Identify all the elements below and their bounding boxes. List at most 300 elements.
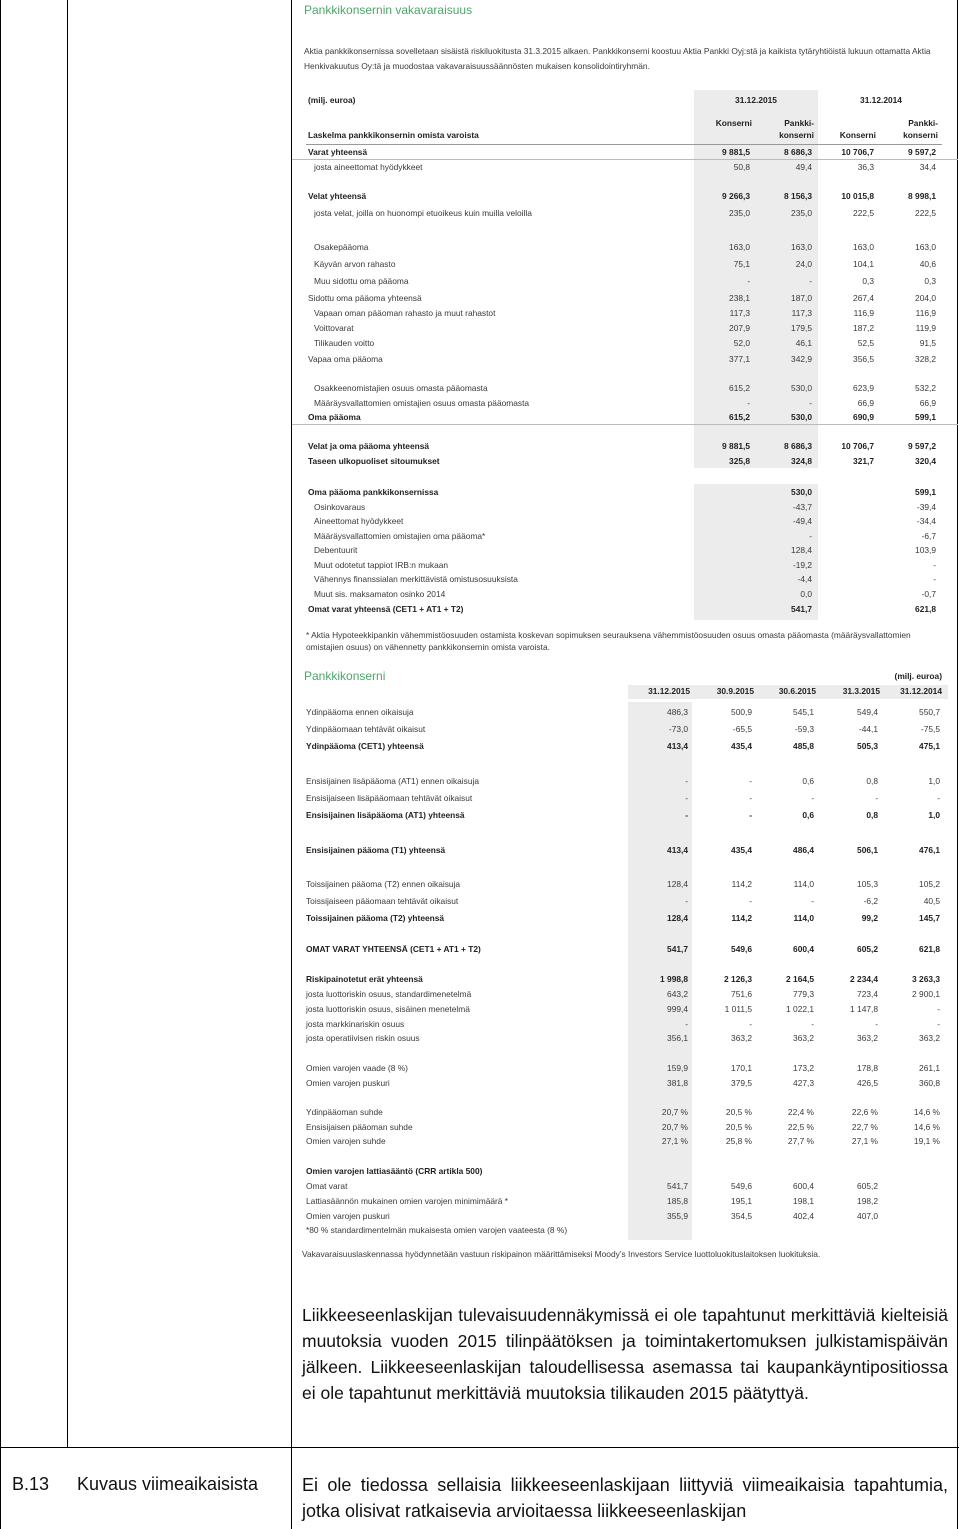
outlook-paragraph: Liikkeeseenlaskijan tulevaisuudennäkymissä ei ole tapahtunut merkittäviä kielteisiä muutoksia vuoden 2015 tilinpäätöksen ja toimintakertomuksen julkistamispäivän jälkeen. Liikkeeseenlaskijan taloudellisessa asemassa tai kaupankäyntipositiossa ei ole tapahtunut merkittäviä muutoksia tilikauden 2015 päätyttyä. <box>302 1305 948 1403</box>
row-value: -6,7 <box>921 531 936 541</box>
row-value: 541,7 <box>667 944 688 954</box>
balance-row <box>292 257 958 271</box>
row-value: 2 234,4 <box>850 974 878 984</box>
row-label: Ydinpääomaan tehtävät oikaisut <box>306 724 426 734</box>
own-funds-row <box>292 558 958 572</box>
row-value: 530,0 <box>791 383 812 393</box>
row-label: Ydinpääoman suhde <box>306 1107 383 1117</box>
row-label: Varat yhteensä <box>308 147 368 157</box>
row-value: 170,1 <box>731 1063 752 1073</box>
row-value: 27,1 % <box>851 1136 878 1146</box>
own-funds-row <box>292 500 958 514</box>
row-value: 34,4 <box>919 162 936 172</box>
row-label: Toissijainen pääoma (T2) yhteensä <box>306 913 445 923</box>
row-value: -4,4 <box>797 574 812 584</box>
row-value: 621,8 <box>919 944 940 954</box>
own-funds-row <box>292 543 958 557</box>
row-value: 10 706,7 <box>841 147 874 157</box>
row-label: Lattiasäännön mukainen omien varojen minimimäärä * <box>306 1196 509 1206</box>
footnote: * Aktia Hypoteekkipankin vähemmistöosuuden ostamista koskevan sopimuksen seurauksena vähemmistöosuuden osuus omasta pääomasta (määräysvallattomien omistajien osuus) on vähennetty pankkikonsernin omista varoista. <box>306 630 911 652</box>
row-value: 643,2 <box>667 989 688 999</box>
row-value: 0,8 <box>866 776 878 786</box>
row-label: Ensisijainen pääoma (T1) yhteensä <box>306 845 446 855</box>
row-value: - <box>875 1019 878 1029</box>
row-value: 599,1 <box>915 412 936 422</box>
column-divider-left <box>67 0 68 1448</box>
row-value: 52,5 <box>857 338 874 348</box>
row-label: Määräysvallattomien omistajien oma pääoma* <box>314 531 486 541</box>
row-value: 0,8 <box>866 810 878 820</box>
row-value: 91,5 <box>919 338 936 348</box>
row-value: 163,0 <box>915 242 936 252</box>
row-value: 475,1 <box>919 741 940 751</box>
row-value: 363,2 <box>731 1033 752 1043</box>
section2-row <box>292 1134 958 1148</box>
row-value: - <box>685 1019 688 1029</box>
row-value: 605,2 <box>857 944 878 954</box>
row-value: 14,6 % <box>913 1122 940 1132</box>
row-value: 413,4 <box>667 845 688 855</box>
row-value: 9 597,2 <box>908 441 936 451</box>
row-value: - <box>809 276 812 286</box>
row-value: -39,4 <box>916 502 936 512</box>
section2-row <box>292 1179 958 1193</box>
row-value: 27,7 % <box>787 1136 814 1146</box>
row-value: 3 263,3 <box>912 974 940 984</box>
row-value: 119,9 <box>915 323 936 333</box>
row-label: josta aineettomat hyödykkeet <box>314 162 423 172</box>
row-value: - <box>749 1019 752 1029</box>
figure-title: Pankkikonsernin vakavaraisuus <box>304 3 473 17</box>
row-value: - <box>811 896 814 906</box>
row-value: 8 998,1 <box>908 191 936 201</box>
balance-row <box>292 454 958 468</box>
row-label: Omien varojen suhde <box>306 1136 386 1146</box>
row-value: -6,2 <box>863 896 878 906</box>
row-value: 195,1 <box>731 1196 752 1206</box>
row-value: 66,9 <box>919 398 936 408</box>
section2-row <box>292 1209 958 1223</box>
row-value: -65,5 <box>732 724 752 734</box>
row-value: 207,9 <box>729 323 750 333</box>
section2-row <box>292 791 958 805</box>
row-value: 600,4 <box>793 944 814 954</box>
section2-row <box>292 911 958 925</box>
row-label: Omien varojen lattiasääntö (CRR artikla 500) <box>306 1166 483 1176</box>
row-value: 1,0 <box>928 810 940 820</box>
row-value: 46,1 <box>795 338 812 348</box>
row-label: Tilikauden voitto <box>314 338 375 348</box>
row-label: Vähennys finanssialan merkittävistä omistusosuuksista <box>314 574 518 584</box>
table-title: Laskelma pankkikonsernin omista varoista <box>308 130 479 140</box>
row-value: 8 686,3 <box>784 441 812 451</box>
row-value: 1 998,8 <box>660 974 688 984</box>
row-value: 159,9 <box>667 1063 688 1073</box>
row-value: 8 686,3 <box>784 147 812 157</box>
row-label: Vapaan oman pääoman rahasto ja muut rahastot <box>314 308 496 318</box>
row-label: Omien varojen puskuri <box>306 1211 390 1221</box>
header-pankki-2a: Pankki- <box>908 118 938 128</box>
row-value: 435,4 <box>731 845 752 855</box>
header-date-2014: 31.12.2014 <box>860 95 902 105</box>
row-value: - <box>685 793 688 803</box>
row-label: Vapaa oma pääoma <box>308 354 383 364</box>
section2-row <box>292 942 958 956</box>
row-value: 530,0 <box>791 412 812 422</box>
row-value: 505,3 <box>857 741 878 751</box>
row-value: 238,1 <box>729 293 750 303</box>
row-value: 114,0 <box>793 879 814 889</box>
row-value: - <box>749 776 752 786</box>
row-value: 623,9 <box>853 383 874 393</box>
row-value: 22,5 % <box>787 1122 814 1132</box>
row-value: 615,2 <box>729 383 750 393</box>
section2-row <box>292 987 958 1001</box>
row-label: Voittovarat <box>314 323 354 333</box>
balance-row <box>292 240 958 254</box>
row-value: 267,4 <box>853 293 874 303</box>
row-value: - <box>685 810 688 820</box>
row-value: 114,2 <box>731 879 752 889</box>
row-value: -0,7 <box>921 589 936 599</box>
row-value: 20,7 % <box>661 1122 688 1132</box>
balance-row <box>292 160 958 174</box>
row-label: Oma pääoma <box>308 412 361 422</box>
section2-date-header: 31.3.2015 <box>842 686 880 696</box>
row-value: - <box>811 793 814 803</box>
row-value: 22,6 % <box>851 1107 878 1117</box>
balance-row <box>292 396 958 410</box>
row-value: 163,0 <box>853 242 874 252</box>
row-value: 114,2 <box>731 913 752 923</box>
section2-row <box>292 1223 958 1237</box>
row-value: 328,2 <box>915 354 936 364</box>
row-value: 2 900,1 <box>912 989 940 999</box>
row-value: 354,5 <box>731 1211 752 1221</box>
row-value: 14,6 % <box>913 1107 940 1117</box>
row-value: 36,3 <box>857 162 874 172</box>
section2-row <box>292 1076 958 1090</box>
row-value: -75,5 <box>920 724 940 734</box>
row-value: - <box>685 776 688 786</box>
row-value: - <box>937 1004 940 1014</box>
balance-row <box>292 336 958 350</box>
row-value: 530,0 <box>791 487 812 497</box>
row-value: 485,8 <box>793 741 814 751</box>
row-label: Ensisijaisen pääoman suhde <box>306 1122 413 1132</box>
row-value: 66,9 <box>857 398 874 408</box>
row-value: 549,4 <box>857 707 878 717</box>
row-value: 0,6 <box>802 810 814 820</box>
row-value: - <box>811 1019 814 1029</box>
row-value: - <box>685 896 688 906</box>
row-value: - <box>937 793 940 803</box>
row-label: Velat ja oma pääoma yhteensä <box>308 441 430 451</box>
row-value: 25,8 % <box>725 1136 752 1146</box>
balance-row <box>292 274 958 288</box>
row-value: 235,0 <box>791 208 812 218</box>
row-label: Ydinpääoma (CET1) yhteensä <box>306 741 424 751</box>
balance-row <box>292 381 958 395</box>
row-value: 541,7 <box>791 604 812 614</box>
row-value: - <box>747 398 750 408</box>
row-value: 413,4 <box>667 741 688 751</box>
row-value: 321,7 <box>853 456 874 466</box>
row-value: 615,2 <box>729 412 750 422</box>
row-value: 342,9 <box>791 354 812 364</box>
row-value: 2 126,3 <box>724 974 752 984</box>
row-label: josta velat, joilla on huonompi etuoikeus kuin muilla veloilla <box>314 208 532 218</box>
section2-date-header: 31.12.2015 <box>648 686 690 696</box>
row-value: 0,6 <box>802 776 814 786</box>
row-value: -43,7 <box>792 502 812 512</box>
row-value: 541,7 <box>667 1181 688 1191</box>
row-value: 320,4 <box>915 456 936 466</box>
header-pankki-1a: Pankki- <box>784 118 814 128</box>
section2-row <box>292 877 958 891</box>
row-value: 621,8 <box>915 604 936 614</box>
section2-row <box>292 1031 958 1045</box>
row-value: 356,5 <box>853 354 874 364</box>
row-value: 605,2 <box>857 1181 878 1191</box>
row-value: 22,7 % <box>851 1122 878 1132</box>
row-value: 116,9 <box>915 308 936 318</box>
row-value: 52,0 <box>733 338 750 348</box>
row-value: 550,7 <box>919 707 940 717</box>
row-value: -59,3 <box>794 724 814 734</box>
row-value: 506,1 <box>857 845 878 855</box>
row-value: - <box>937 1019 940 1029</box>
row-value: 751,6 <box>731 989 752 999</box>
row-value: 427,3 <box>793 1078 814 1088</box>
row-value: - <box>875 793 878 803</box>
row-value: -44,1 <box>858 724 878 734</box>
row-label: Debentuurit <box>314 545 358 555</box>
row-value: 222,5 <box>915 208 936 218</box>
row-value: 779,3 <box>793 989 814 999</box>
own-funds-row <box>292 485 958 499</box>
row-value: - <box>933 560 936 570</box>
row-value: 360,8 <box>919 1078 940 1088</box>
row-value: -49,4 <box>792 516 812 526</box>
row-label: Oma pääoma pankkikonsernissa <box>308 487 439 497</box>
header-pankki-2b: konserni <box>903 130 938 140</box>
balance-row <box>292 321 958 335</box>
row-value: 27,1 % <box>661 1136 688 1146</box>
row-label: Osinkovaraus <box>314 502 366 512</box>
row-value: 325,8 <box>729 456 750 466</box>
header-pankki-1b: konserni <box>779 130 814 140</box>
row-label: Ensisijainen lisäpääoma (AT1) yhteensä <box>306 810 465 820</box>
balance-row <box>292 306 958 320</box>
section2-row <box>292 1017 958 1031</box>
row-value: 128,4 <box>667 913 688 923</box>
row-value: 185,8 <box>667 1196 688 1206</box>
row-value: 999,4 <box>667 1004 688 1014</box>
row-value: 20,7 % <box>661 1107 688 1117</box>
row-value: 486,3 <box>667 707 688 717</box>
row-label: Omien varojen vaade (8 %) <box>306 1063 408 1073</box>
row-value: 75,1 <box>733 259 750 269</box>
row-value: 114,0 <box>793 913 814 923</box>
row-value: 1 022,1 <box>786 1004 814 1014</box>
unit-label: (milj. euroa) <box>308 95 356 105</box>
section2-row <box>292 1120 958 1134</box>
row-value: -19,2 <box>792 560 812 570</box>
row-value: - <box>749 793 752 803</box>
row-label: Omien varojen puskuri <box>306 1078 390 1088</box>
balance-row <box>292 439 958 453</box>
row-label: josta markkinariskin osuus <box>306 1019 405 1029</box>
row-value: 198,1 <box>793 1196 814 1206</box>
row-value: 435,4 <box>731 741 752 751</box>
row-value: 22,4 % <box>787 1107 814 1117</box>
row-value: - <box>809 531 812 541</box>
row-value: 0,3 <box>924 276 936 286</box>
section2-date-header: 30.9.2015 <box>716 686 754 696</box>
own-funds-row <box>292 529 958 543</box>
row-value: 1,0 <box>928 776 940 786</box>
row-value: 178,8 <box>857 1063 878 1073</box>
header-konserni-2: Konserni <box>839 130 876 140</box>
row-value: 1 011,5 <box>724 1004 752 1014</box>
balance-row <box>292 189 958 203</box>
row-value: 1 147,8 <box>850 1004 878 1014</box>
row-value: 104,1 <box>853 259 874 269</box>
header-date-2015: 31.12.2015 <box>735 95 777 105</box>
row-value: 0,0 <box>800 589 812 599</box>
row-value: - <box>749 810 752 820</box>
balance-row <box>292 352 958 366</box>
row-value: 20,5 % <box>725 1107 752 1117</box>
section2-row <box>292 1061 958 1075</box>
section2-date-header: 31.12.2014 <box>900 686 942 696</box>
section2-unit: (milj. euroa) <box>894 671 942 681</box>
row-value: 486,4 <box>793 845 814 855</box>
row-value: 179,5 <box>791 323 812 333</box>
row-value: 19,1 % <box>913 1136 940 1146</box>
section2-row <box>292 722 958 736</box>
row-value: 24,0 <box>795 259 812 269</box>
row-value: 163,0 <box>791 242 812 252</box>
row-value: 103,9 <box>915 545 936 555</box>
row-value: 173,2 <box>793 1063 814 1073</box>
bottom-note: Vakavaraisuuslaskennassa hyödynnetään vastuun riskipainon määrittämiseksi Moody’s Investors Service luottoluokituslaitoksen luokituksia. <box>302 1249 821 1259</box>
row-label: Toissijainen pääoma (T2) ennen oikaisuja <box>306 879 461 889</box>
row-value: 222,5 <box>853 208 874 218</box>
row-value: 545,1 <box>793 707 814 717</box>
row-value: 40,5 <box>923 896 940 906</box>
section2-row <box>292 705 958 719</box>
row-label: Käyvän arvon rahasto <box>314 259 396 269</box>
row-value: -34,4 <box>916 516 936 526</box>
row-value: 117,3 <box>729 308 750 318</box>
section2-row <box>292 972 958 986</box>
row-value: 549,6 <box>731 944 752 954</box>
balance-row <box>292 145 958 160</box>
row-value: - <box>933 574 936 584</box>
row-label: Osakepääoma <box>314 242 369 252</box>
row-value: 99,2 <box>861 913 878 923</box>
balance-row <box>292 291 958 305</box>
section2-row <box>292 1194 958 1208</box>
b13-text: Ei ole tiedossa sellaisia liikkeeseenlaskijaan liittyviä viimeaikaisia tapahtumia, jotka olisivat ratkaisevia arvioitaessa liikkeeseenlaskijan <box>302 1475 948 1521</box>
section2-date-header: 30.6.2015 <box>778 686 816 696</box>
row-value: 163,0 <box>729 242 750 252</box>
own-funds-row <box>292 602 958 616</box>
row-value: 549,6 <box>731 1181 752 1191</box>
row-value: 105,3 <box>857 879 878 889</box>
row-value: -73,0 <box>668 724 688 734</box>
row-value: 128,4 <box>791 545 812 555</box>
row-value: 324,8 <box>791 456 812 466</box>
row-label: Omat varat <box>306 1181 348 1191</box>
row-value: 117,3 <box>791 308 812 318</box>
row-label: josta operatiivisen riskin osuus <box>306 1033 420 1043</box>
row-value: - <box>747 276 750 286</box>
section2-row <box>292 1105 958 1119</box>
row-value: 187,0 <box>791 293 812 303</box>
b13-heading: Kuvaus viimeaikaisista <box>77 1474 259 1494</box>
section2-title: Pankkikonserni <box>304 669 386 683</box>
row-value: 690,9 <box>853 412 874 422</box>
own-funds-row <box>292 572 958 586</box>
row-label: Ensisijainen lisäpääoma (AT1) ennen oikaisuja <box>306 776 480 786</box>
header-konserni-1: Konserni <box>715 118 752 128</box>
row-value: 105,2 <box>919 879 940 889</box>
row-value: 363,2 <box>919 1033 940 1043</box>
row-value: 0,3 <box>862 276 874 286</box>
row-label: Ensisijaiseen lisäpääomaan tehtävät oikaisut <box>306 793 473 803</box>
row-value: 10 706,7 <box>841 441 874 451</box>
row-value: 8 156,3 <box>784 191 812 201</box>
row-value: 9 881,5 <box>722 441 750 451</box>
row-value: 363,2 <box>793 1033 814 1043</box>
row-value: 599,1 <box>915 487 936 497</box>
row-label: OMAT VARAT YHTEENSÄ (CET1 + AT1 + T2) <box>306 944 481 954</box>
row-value: 600,4 <box>793 1181 814 1191</box>
row-label: Osakkeenomistajien osuus omasta pääomasta <box>314 383 488 393</box>
row-label: Riskipainotetut erät yhteensä <box>306 974 423 984</box>
row-label: Muut sis. maksamaton osinko 2014 <box>314 589 446 599</box>
section2-row <box>292 808 958 822</box>
row-label: Omat varat yhteensä (CET1 + AT1 + T2) <box>308 604 464 614</box>
row-value: 500,9 <box>731 707 752 717</box>
row-value: 261,1 <box>919 1063 940 1073</box>
row-value: 10 015,8 <box>841 191 874 201</box>
b13-number: B.13 <box>12 1474 50 1494</box>
row-value: 116,9 <box>853 308 874 318</box>
row-label: josta luottoriskin osuus, sisäinen menetelmä <box>306 1004 470 1014</box>
row-value: 355,9 <box>667 1211 688 1221</box>
row-value: 426,5 <box>857 1078 878 1088</box>
figure-intro: Aktia pankkikonsernissa sovelletaan sisäistä riskiluokitusta 31.3.2015 alkaen. Pankkikonserni koostuu Aktia Pankki Oyj:stä ja kaikista tytäryhtiöistä lukuun ottamatta Aktia Henkivakuutus Oy:tä ja muodostaa vakavaraisuussäännösten mukaisen konsolidointiryhmän. <box>304 46 931 71</box>
row-label: Velat yhteensä <box>308 191 367 201</box>
row-label: Sidottu oma pääoma yhteensä <box>308 293 422 303</box>
row-value: - <box>749 896 752 906</box>
section2-row <box>292 843 958 857</box>
section2-row <box>292 739 958 753</box>
section2-row <box>292 1002 958 1016</box>
balance-row <box>292 410 958 425</box>
row-value: 723,4 <box>857 989 878 999</box>
row-value: 198,2 <box>857 1196 878 1206</box>
row-value: 532,2 <box>915 383 936 393</box>
row-value: 128,4 <box>667 879 688 889</box>
row-value: 2 164,5 <box>786 974 814 984</box>
row-value: 50,8 <box>733 162 750 172</box>
capital-adequacy-figure <box>292 0 958 1276</box>
